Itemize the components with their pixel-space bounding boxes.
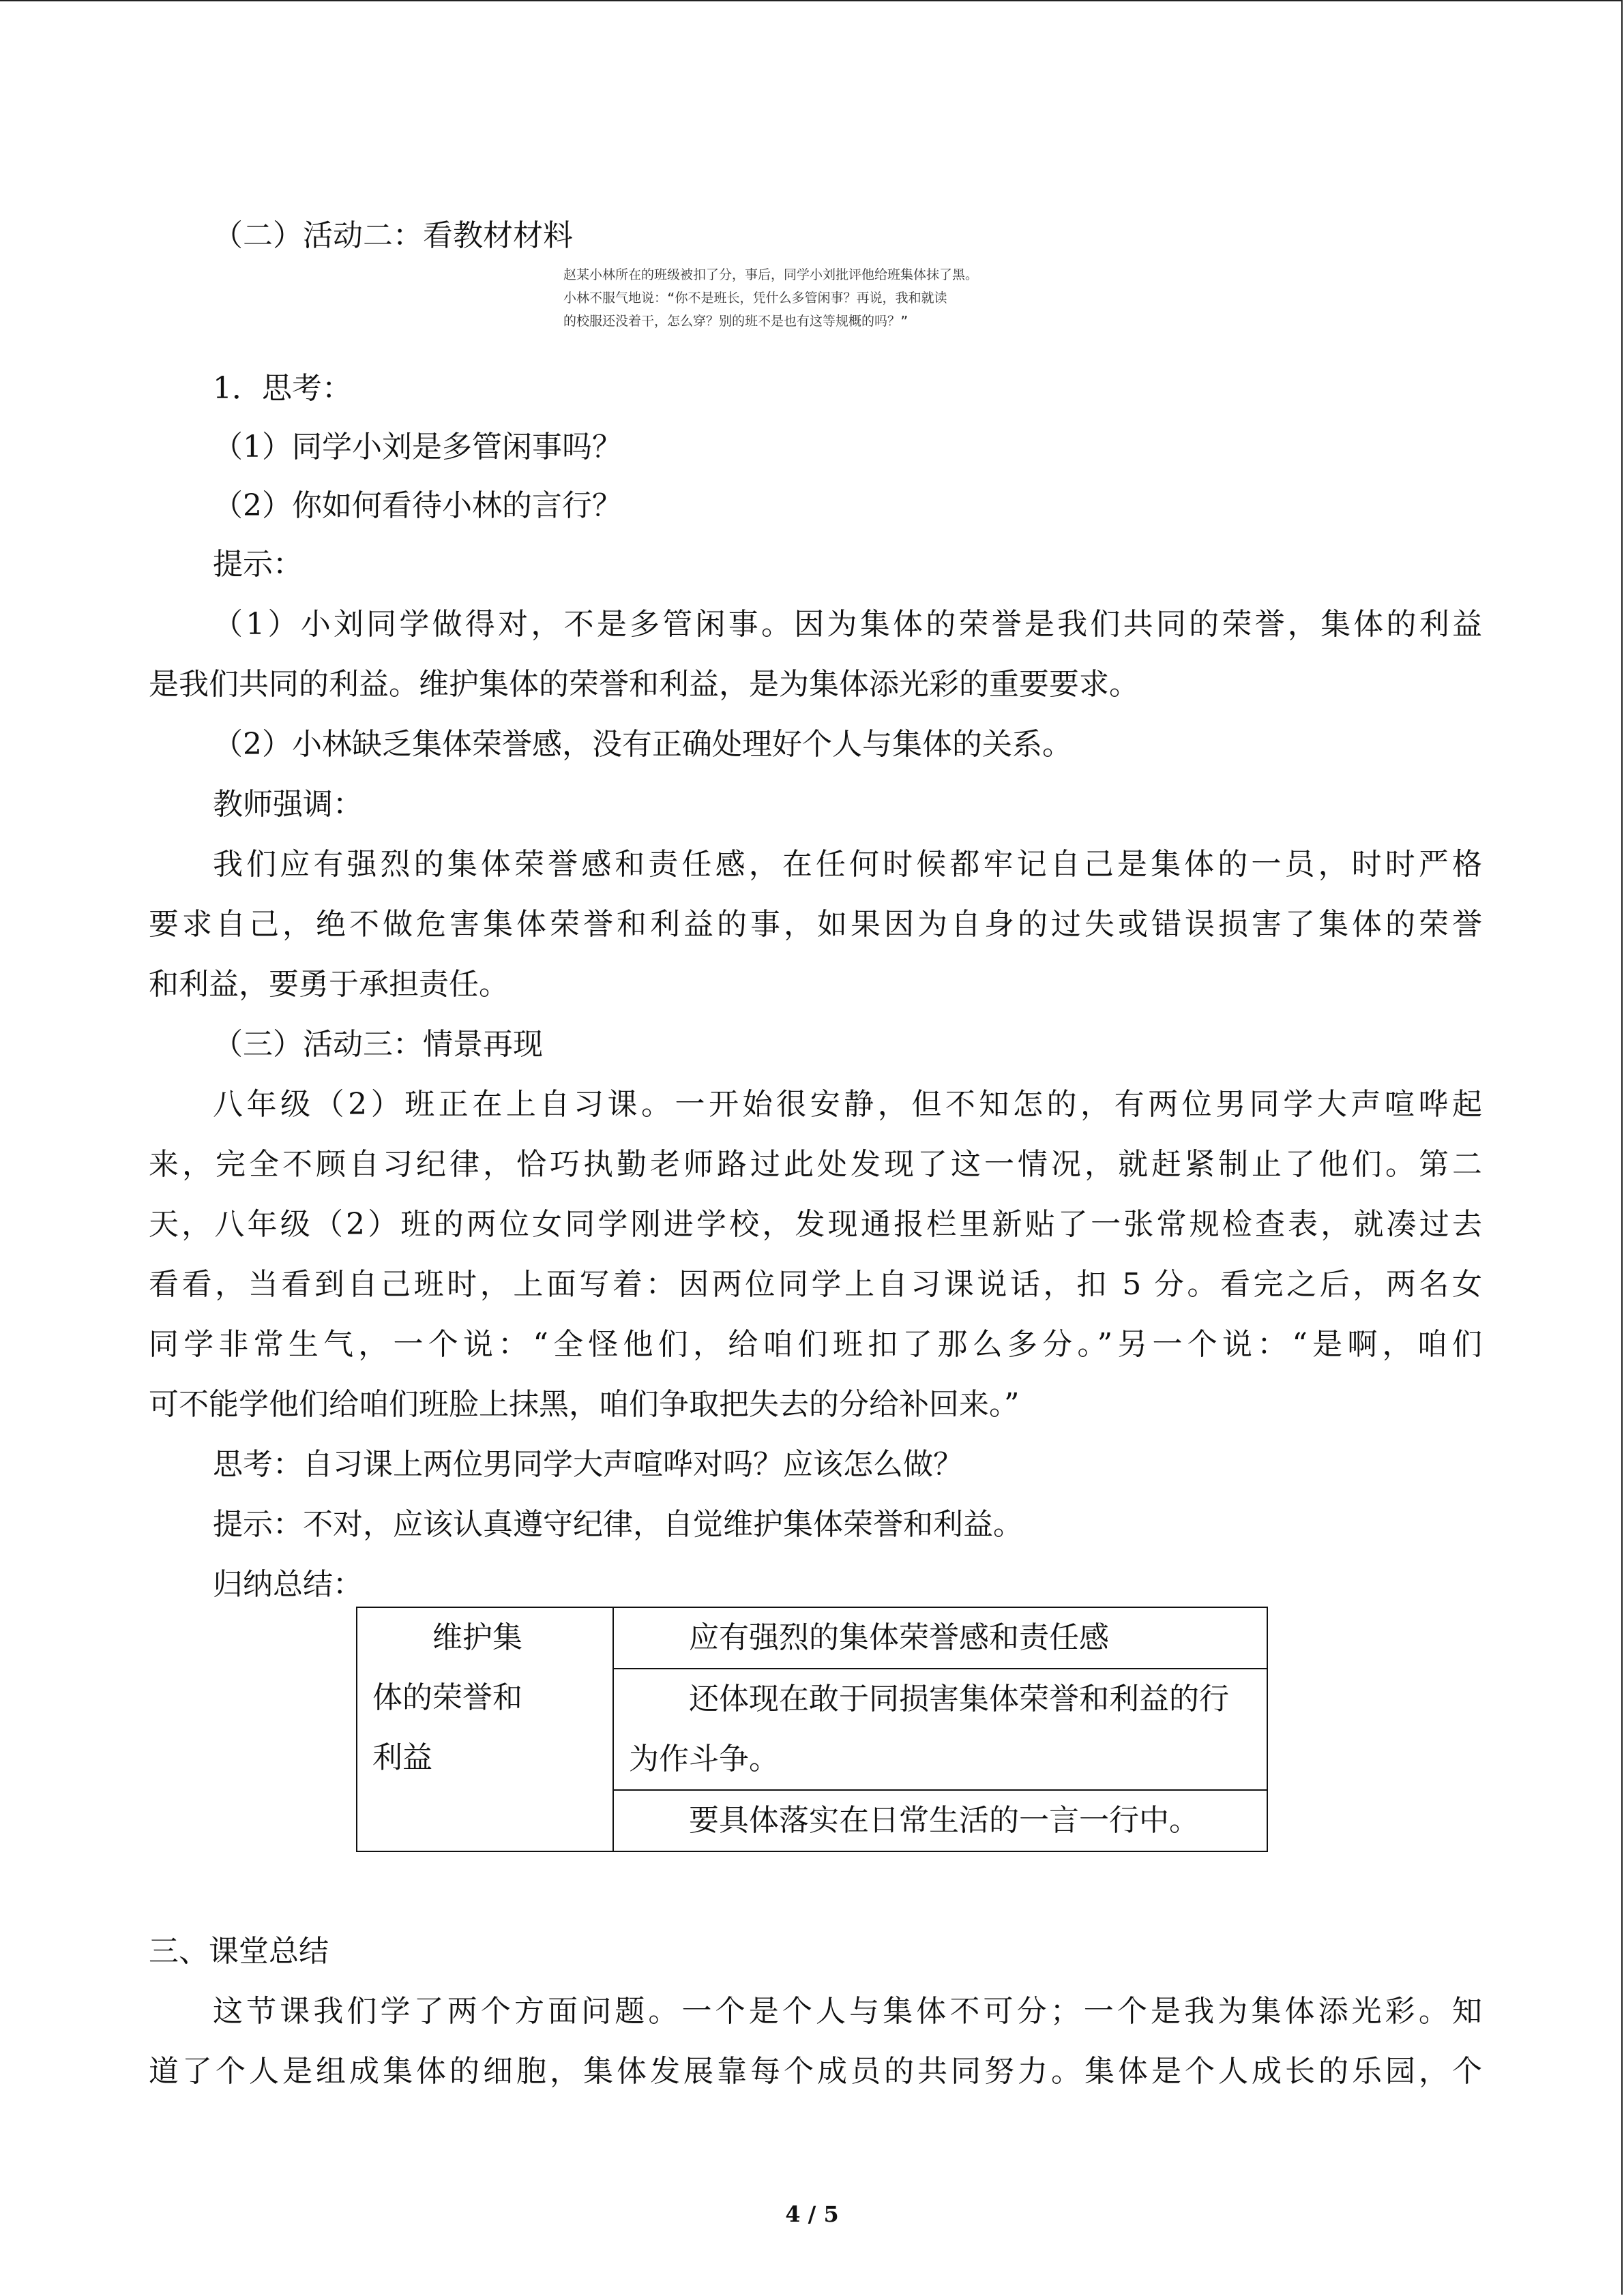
activity3-heading: （三）活动三：情景再现 xyxy=(213,1027,543,1062)
story-line: 八年级（2）班正在上自习课。一开始很安静，但不知怎的，有两位男同学大声喧哗起 xyxy=(213,1087,1482,1122)
table-cell-text: 应有强烈的集体荣誉感和责任感 xyxy=(689,1620,1109,1655)
page-number: 4 / 5 xyxy=(785,2201,839,2227)
story-line: 同学非常生气，一个说：“全怪他们，给咱们班扣了那么多分。”另一个说：“是啊，咱们 xyxy=(149,1327,1482,1362)
excerpt-line: 的校服还没着干，怎么穿？别的班不是也有这等规概的吗？” xyxy=(563,314,909,329)
left-cell-line: 利益 xyxy=(372,1740,432,1775)
table-cell xyxy=(613,1607,1267,1669)
table-left-cell xyxy=(357,1607,613,1851)
table-cell-text: 要具体落实在日常生活的一言一行中。 xyxy=(689,1803,1199,1838)
section3-heading: 三、课堂总结 xyxy=(149,1934,329,1969)
question-1: （1）同学小刘是多管闲事吗？ xyxy=(213,430,622,464)
answer-2: （2）小林缺乏集体荣誉感，没有正确处理好个人与集体的关系。 xyxy=(213,727,1072,762)
excerpt-line: 赵某小林所在的班级被扣了分，事后，同学小刘批评他给班集体抹了黑。 xyxy=(563,267,979,282)
left-cell-line: 维护集 xyxy=(432,1620,522,1655)
hint-2: 提示：不对，应该认真遵守纪律，自觉维护集体荣誉和利益。 xyxy=(213,1507,1023,1542)
table-row xyxy=(357,1607,1267,1669)
teacher-label: 教师强调： xyxy=(213,787,363,822)
story-line: 来，完全不顾自习纪律，恰巧执勤老师路过此处发现了这一情况，就赶紧制止了他们。第二 xyxy=(149,1147,1482,1182)
story-line: 天，八年级（2）班的两位女同学刚进学校，发现通报栏里新贴了一张常规检查表，就凑过去 xyxy=(149,1207,1482,1242)
hint-label: 提示： xyxy=(213,547,303,582)
table-cell-text: 为作斗争。 xyxy=(629,1742,779,1776)
think-2: 思考：自习课上两位男同学大声喧哗对吗？应该怎么做？ xyxy=(213,1447,963,1482)
story-line: 可不能学他们给咱们班脸上抹黑，咱们争取把失去的分给补回来。” xyxy=(149,1387,1020,1422)
teacher-emphasis-line: 和利益，要勇于承担责任。 xyxy=(149,967,509,1002)
answer-1-line: 是我们共同的利益。维护集体的荣誉和利益，是为集体添光彩的重要要求。 xyxy=(149,667,1139,702)
teacher-emphasis-line: 我们应有强烈的集体荣誉感和责任感，在任何时候都牢记自己是集体的一员，时时严格 xyxy=(213,847,1482,882)
question-2: （2）你如何看待小林的言行？ xyxy=(213,488,622,523)
answer-1-line: （1）小刘同学做得对，不是多管闲事。因为集体的荣誉是我们共同的荣誉，集体的利益 xyxy=(213,607,1482,642)
think-label: 1．思考： xyxy=(213,371,352,406)
table-cell xyxy=(613,1790,1267,1851)
table-cell-text: 还体现在敢于同损害集体荣誉和利益的行 xyxy=(689,1682,1229,1716)
teacher-emphasis-line: 要求自己，绝不做危害集体荣誉和利益的事，如果因为自身的过失或错误损害了集体的荣誉 xyxy=(149,907,1482,942)
activity2-heading: （二）活动二：看教材材料 xyxy=(213,218,573,253)
story-line: 看看，当看到自己班时，上面写着：因两位同学上自习课说话，扣 5 分。看完之后，两名女 xyxy=(149,1267,1482,1302)
textbook-excerpt-image xyxy=(563,263,1075,333)
conclusion-line: 这节课我们学了两个方面问题。一个是个人与集体不可分；一个是我为集体添光彩。知 xyxy=(213,1994,1482,2029)
conclusion-line: 道了个人是组成集体的细胞，集体发展靠每个成员的共同努力。集体是个人成长的乐园，个 xyxy=(149,2054,1482,2089)
excerpt-line: 小林不服气地说：“你不是班长，凭什么多管闲事？再说，我和就读 xyxy=(563,290,947,305)
table-cell xyxy=(613,1669,1267,1790)
left-cell-line: 体的荣誉和 xyxy=(372,1680,522,1715)
summary-table xyxy=(356,1607,1268,1852)
summary-label: 归纳总结： xyxy=(213,1567,363,1602)
